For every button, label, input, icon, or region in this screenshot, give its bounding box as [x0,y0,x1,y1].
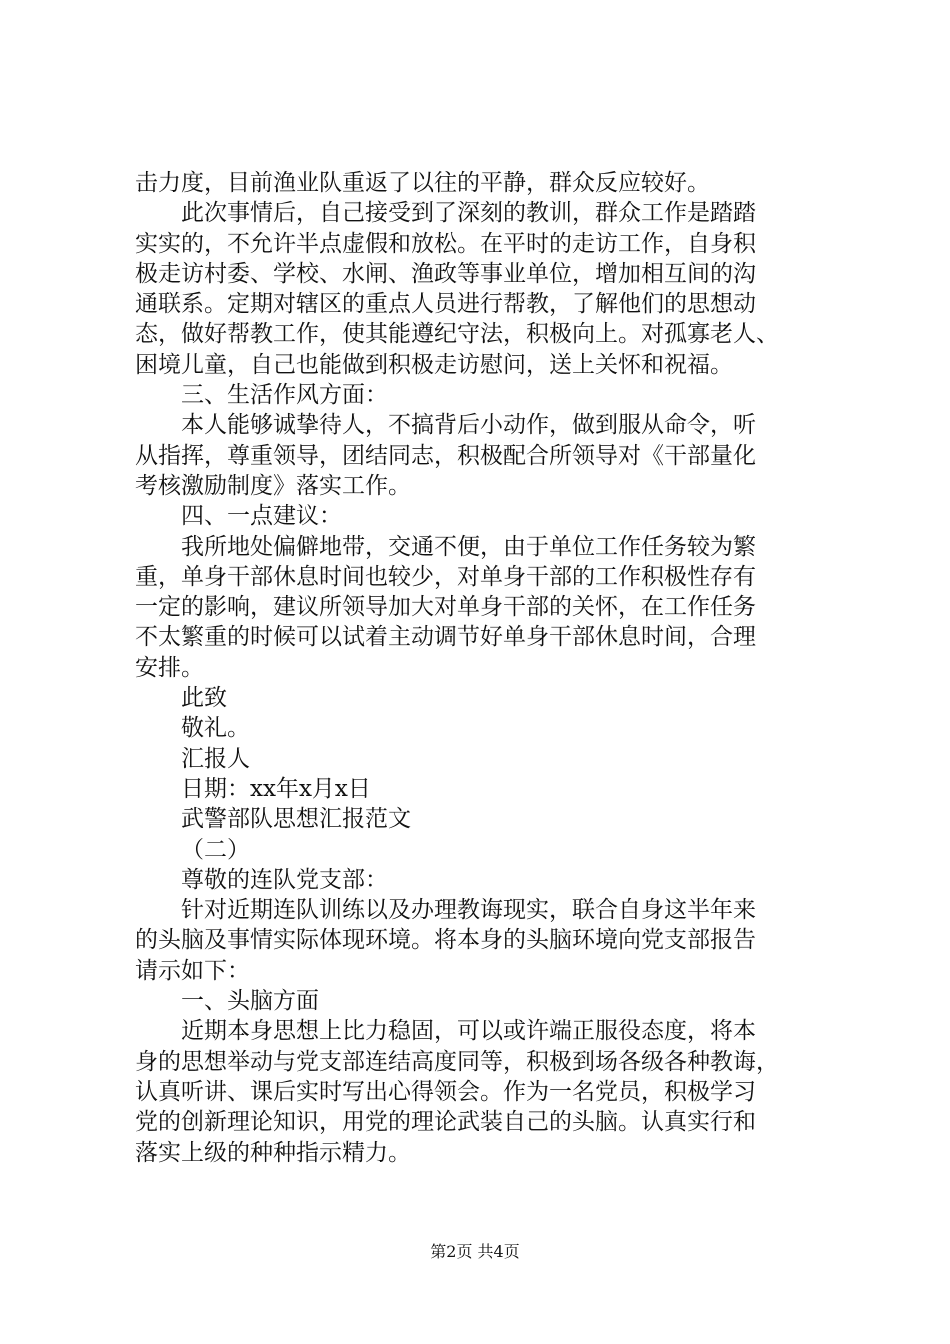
text-line: 四、一点建议： [181,503,342,530]
text-line: 本人能够诚挚待人，不搞背后小动作，做到服从命令，听 [181,412,756,439]
text-line: 汇报人 [181,745,250,772]
text-line: 此次事情后，自己接受到了深刻的教训，群众工作是踏踏 [181,200,756,227]
text-line: 击力度，目前渔业队重返了以往的平静，群众反应较好。 [135,170,710,196]
text-line: 党的创新理论知识，用党的理论武装自己的头脑。认真实行和 [135,1109,756,1136]
text-line: 从指挥，尊重领导，团结同志，积极配合所领导对《干部量化 [135,442,756,469]
text-line: 一定的影响，建议所领导加大对单身干部的关怀，在工作任务 [135,594,756,621]
text-line: 极走访村委、学校、水闸、渔政等事业单位，增加相互间的沟 [135,260,756,287]
text-line: 考核激励制度》落实工作。 [135,472,411,499]
text-line: 三、生活作风方面： [181,382,388,409]
text-line: 通联系。定期对辖区的重点人员进行帮教，了解他们的思想动 [135,291,756,318]
text-line: 身的思想举动与党支部连结高度同等，积极到场各级各种教诲， [135,1048,779,1075]
text-line: 武警部队思想汇报范文 [181,806,411,833]
text-line: 我所地处偏僻地带，交通不便，由于单位工作任务较为繁 [181,533,756,560]
text-line: 落实上级的种种指示精力。 [135,1139,411,1166]
page-footer: 第2页 共4页 [430,1242,520,1261]
text-line: 针对近期连队训练以及办理教诲现实，联合自身这半年来 [181,897,756,924]
text-line: 认真听讲、课后实时写出心得领会。作为一名党员，积极学习 [135,1078,756,1105]
text-line: 一、头脑方面 [181,988,319,1015]
text-line: 实实的，不允许半点虚假和放松。在平时的走访工作，自身积 [135,230,756,257]
text-line: 态，做好帮教工作，使其能遵纪守法，积极向上。对孤寡老人、 [135,321,779,348]
text-line: （二） [181,836,250,863]
text-line: 日期：xx年x月x日 [181,775,371,802]
text-line: 不太繁重的时候可以试着主动调节好单身干部休息时间，合理 [135,624,756,651]
text-line: 此致 [181,685,227,712]
text-line: 敬礼。 [181,715,250,742]
text-line: 尊敬的连队党支部： [181,866,388,893]
text-line: 近期本身思想上比力稳固，可以或许端正服役态度，将本 [181,1018,756,1045]
text-line: 困境儿童，自己也能做到积极走访慰问，送上关怀和祝福。 [135,351,733,378]
text-line: 重，单身干部休息时间也较少，对单身干部的工作积极性存有 [135,563,756,590]
text-line: 请示如下： [135,957,250,984]
text-line: 安排。 [135,654,204,681]
text-line: 的头脑及事情实际体现环境。将本身的头脑环境向党支部报告 [135,927,756,954]
document-body [135,168,835,1168]
